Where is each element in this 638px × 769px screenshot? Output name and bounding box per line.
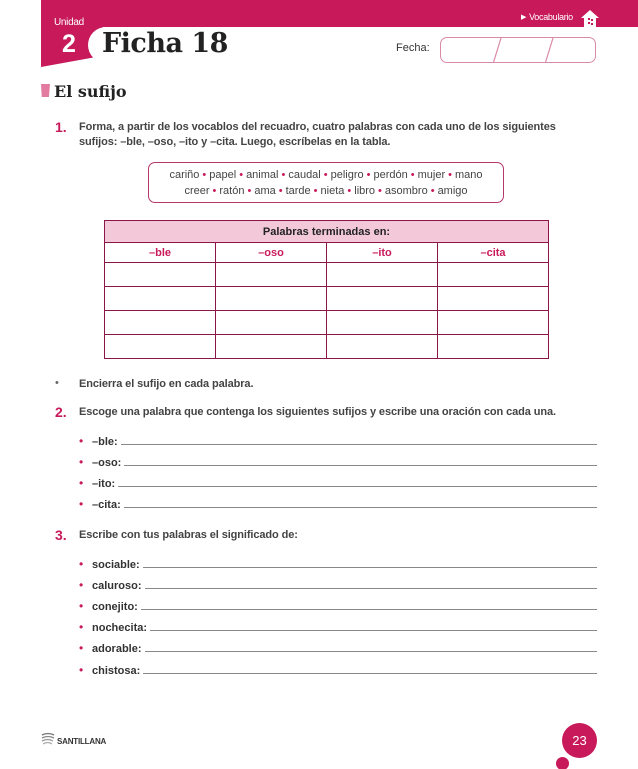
question-3-number: 3.	[55, 527, 67, 543]
date-field[interactable]	[440, 37, 596, 63]
answer-line-conejito[interactable]	[79, 597, 597, 613]
word-box	[148, 162, 504, 203]
bullet-icon: •	[79, 557, 84, 571]
question-2-number: 2.	[55, 404, 67, 420]
answer-label: caluroso:	[92, 580, 142, 592]
bullet-icon: •	[79, 476, 84, 490]
column-header-cita: –cita	[438, 243, 549, 263]
santillana-logo	[41, 731, 106, 746]
table-cell[interactable]	[216, 287, 327, 311]
word: asombro	[384, 185, 428, 197]
word: caudal	[288, 169, 321, 181]
date-label: Fecha:	[396, 42, 430, 54]
question-3-text: Escribe con tus palabras el significado de:	[79, 529, 298, 541]
bullet-icon: •	[79, 599, 84, 613]
table-cell[interactable]	[327, 311, 438, 335]
page-title: Ficha 18	[102, 28, 228, 59]
play-triangle-icon: ▶	[521, 14, 527, 21]
table-cell[interactable]	[105, 335, 216, 359]
answer-line-ito[interactable]	[79, 474, 597, 490]
answer-rule[interactable]	[143, 567, 597, 568]
column-header-ble: –ble	[105, 243, 216, 263]
vocabulario-link[interactable]	[521, 12, 573, 22]
instruction-bullet-icon: •	[55, 377, 59, 389]
answer-line-adorable[interactable]	[79, 639, 597, 655]
word: mujer	[417, 169, 446, 181]
home-icon[interactable]	[580, 9, 600, 29]
answer-rule[interactable]	[124, 465, 597, 466]
answer-rule[interactable]	[143, 673, 597, 674]
table-cell[interactable]	[216, 335, 327, 359]
word: nieta	[320, 185, 345, 197]
publisher-name: SANTILLANA	[57, 737, 107, 746]
table-row	[105, 335, 549, 359]
section-marker-icon	[41, 84, 50, 97]
page-number-badge: 23	[562, 723, 597, 758]
word: creer	[184, 185, 210, 197]
word: tarde	[285, 185, 311, 197]
answer-rule[interactable]	[121, 444, 597, 445]
word: ama	[254, 185, 276, 197]
column-header-oso: –oso	[216, 243, 327, 263]
table-cell[interactable]	[438, 263, 549, 287]
word: ratón	[219, 185, 245, 197]
question-1-text-line1: Forma, a partir de los vocablos del recuadro, cuatro palabras con cada uno de los siguientes	[79, 121, 556, 133]
word: papel	[209, 169, 237, 181]
section-title: El sufijo	[54, 82, 127, 101]
word: mano	[455, 169, 483, 181]
answer-rule[interactable]	[124, 507, 597, 508]
answer-label: –cita:	[92, 499, 121, 511]
answer-label: chistosa:	[92, 665, 141, 677]
table-cell[interactable]	[105, 311, 216, 335]
answer-label: conejito:	[92, 601, 138, 613]
answer-line-chistosa[interactable]	[79, 661, 597, 677]
table-cell[interactable]	[438, 287, 549, 311]
table-row	[105, 263, 549, 287]
word: animal	[246, 169, 279, 181]
answer-label: sociable:	[92, 559, 140, 571]
answer-rule[interactable]	[145, 651, 597, 652]
answer-rule[interactable]	[145, 588, 597, 589]
bullet-icon: •	[79, 663, 84, 677]
table-cell[interactable]	[438, 311, 549, 335]
answer-label: –ito:	[92, 478, 116, 490]
bullet-icon: •	[79, 434, 84, 448]
answer-rule[interactable]	[141, 609, 597, 610]
answer-rule[interactable]	[118, 486, 597, 487]
word: amigo	[437, 185, 468, 197]
bullet-icon: •	[79, 641, 84, 655]
answer-line-nochecita[interactable]	[79, 618, 597, 634]
answer-line-cita[interactable]	[79, 495, 597, 511]
publisher-globe-icon	[41, 732, 55, 746]
vocabulario-link-label: Vocabulario	[529, 12, 573, 22]
table-cell[interactable]	[327, 335, 438, 359]
answer-rule[interactable]	[150, 630, 597, 631]
unit-number: 2	[62, 30, 76, 58]
table-cell[interactable]	[216, 263, 327, 287]
table-row	[105, 311, 549, 335]
answer-line-caluroso[interactable]	[79, 576, 597, 592]
bullet-icon: •	[79, 620, 84, 634]
word: perdón	[373, 169, 408, 181]
answer-line-ble[interactable]	[79, 432, 597, 448]
suffix-table	[104, 220, 549, 359]
answer-line-oso[interactable]	[79, 453, 597, 469]
table-cell[interactable]	[216, 311, 327, 335]
unit-label: Unidad	[54, 17, 84, 28]
table-cell[interactable]	[105, 263, 216, 287]
question-1-number: 1.	[55, 119, 67, 135]
word: cariño	[169, 169, 200, 181]
answer-label: nochecita:	[92, 622, 148, 634]
bullet-icon: •	[79, 578, 84, 592]
answer-label: –ble:	[92, 436, 118, 448]
word-box-row-1: cariño • papel • animal • caudal • peligro • perdón • mujer • mano	[169, 169, 483, 181]
question-2-text: Escoge una palabra que contenga los siguientes sufijos y escribe una oración con cada una.	[79, 406, 556, 418]
word: peligro	[330, 169, 364, 181]
table-row	[105, 287, 549, 311]
table-caption: Palabras terminadas en:	[105, 221, 549, 243]
date-separators	[441, 38, 596, 63]
answer-line-sociable[interactable]	[79, 555, 597, 571]
bullet-icon: •	[79, 455, 84, 469]
answer-label: –oso:	[92, 457, 122, 469]
table-cell[interactable]	[327, 287, 438, 311]
table-cell[interactable]	[327, 263, 438, 287]
answer-label: adorable:	[92, 643, 142, 655]
question-1-text-line2: sufijos: –ble, –oso, –ito y –cita. Luego, escríbelas en la tabla.	[79, 136, 391, 148]
instruction-text: Encierra el sufijo en cada palabra.	[79, 378, 254, 390]
word-box-row-2: creer • ratón • ama • tarde • nieta • libro • asombro • amigo	[184, 185, 468, 197]
column-header-ito: –ito	[327, 243, 438, 263]
bullet-icon: •	[79, 497, 84, 511]
page-dot-decoration	[556, 757, 569, 769]
word: libro	[354, 185, 376, 197]
table-cell[interactable]	[105, 287, 216, 311]
table-cell[interactable]	[438, 335, 549, 359]
